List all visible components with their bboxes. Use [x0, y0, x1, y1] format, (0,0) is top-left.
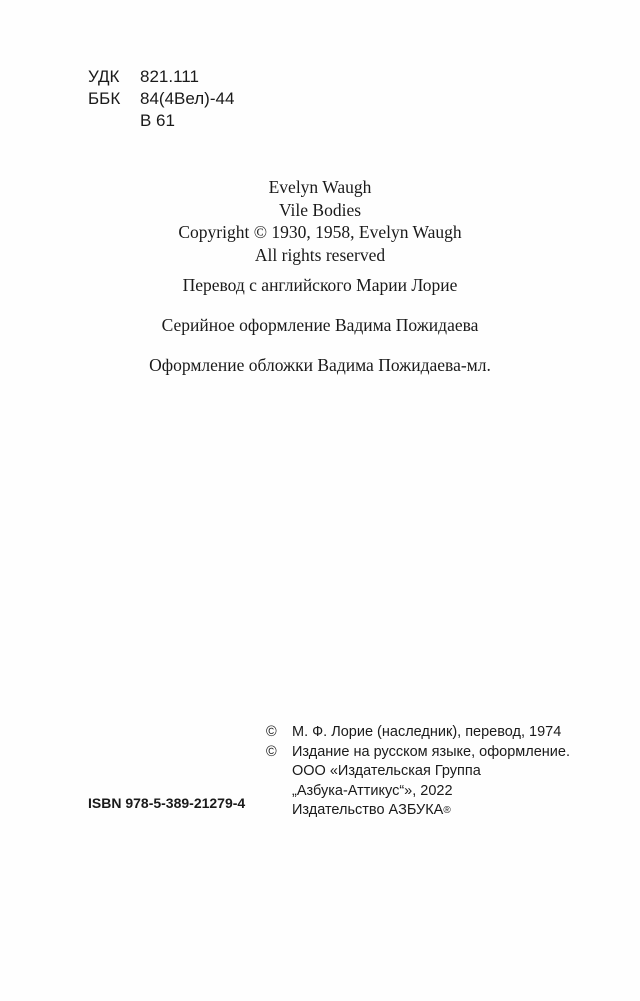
original-copyright: Copyright © 1930, 1958, Evelyn Waugh: [178, 222, 462, 242]
udk-key: УДК: [88, 67, 120, 86]
cover-design-text: Оформление обложки Вадима Пожидаева-мл.: [149, 355, 491, 375]
original-title: Vile Bodies: [278, 199, 362, 220]
registered-mark: ®: [443, 805, 451, 816]
translator-text: Перевод с английского Марии Лорие: [182, 275, 458, 295]
copyright-notices: [266, 723, 570, 821]
bbk-key: ББК: [88, 89, 121, 108]
copyright-line-4: „Азбука-Аттикус“», 2022: [292, 782, 453, 799]
classification-block: [88, 66, 234, 132]
translator-credit: [0, 275, 640, 296]
copyright-line-5: Издательство АЗБУКА: [292, 802, 444, 818]
copyright-symbol: ©: [266, 743, 277, 760]
original-edition-block: [0, 176, 640, 266]
original-author: Evelyn Waugh: [268, 177, 372, 197]
cover-design-credit: [0, 355, 640, 376]
series-design-text: Серийное оформление Вадима Пожидаева: [161, 315, 479, 335]
copyright-notice-1: [266, 723, 570, 743]
author-mark-row: [88, 110, 234, 132]
copyright-line-3-row: [266, 762, 570, 782]
isbn: ISBN 978-5-389-21279-4: [88, 795, 246, 811]
udk-value: 821.111: [140, 67, 199, 86]
author-mark: В 61: [140, 111, 175, 130]
bbk-row: [88, 88, 234, 110]
copyright-line-4-row: [266, 782, 570, 802]
original-rights: All rights reserved: [254, 244, 386, 265]
copyright-line-3: ООО «Издательская Группа: [292, 763, 481, 779]
copyright-notice-2: [266, 743, 570, 763]
copyright-line-5-row: [266, 801, 570, 821]
series-design-credit: [0, 315, 640, 336]
copyright-line-1: М. Ф. Лорие (наследник), перевод, 1974: [292, 724, 562, 740]
bbk-value: 84(4Вел)-44: [140, 89, 235, 108]
copyright-line-2: Издание на русском языке, оформление.: [292, 743, 570, 760]
udk-row: [88, 66, 234, 88]
copyright-symbol: ©: [266, 724, 277, 740]
